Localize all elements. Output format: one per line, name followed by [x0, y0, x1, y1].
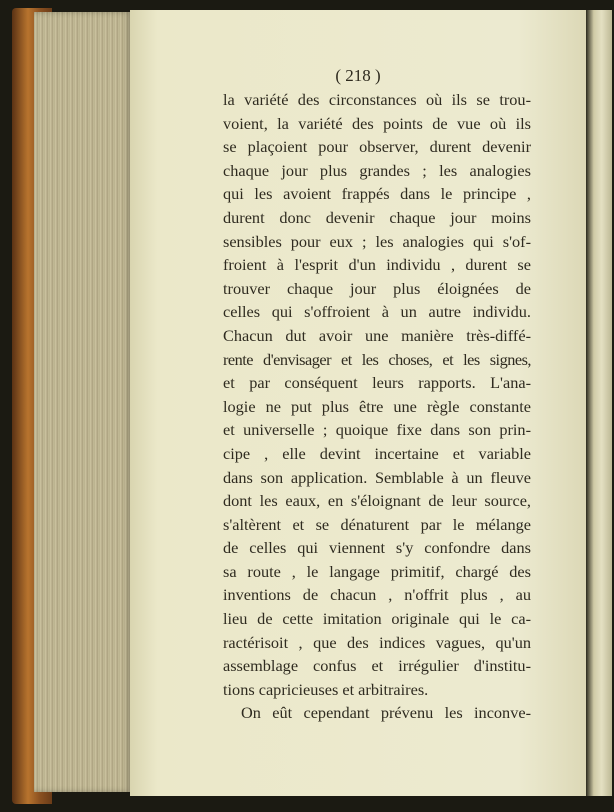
- text-line: de celles qui viennent s'y confondre dans: [223, 538, 531, 558]
- right-page-edge: [586, 10, 612, 796]
- text-line: voient, la variété des points de vue où ils: [223, 113, 531, 133]
- text-line: logie ne put plus être une règle constante: [223, 396, 531, 416]
- text-line: la variété des circonstances où ils se trou-: [223, 90, 531, 109]
- text-line: et universelle ; quoique fixe dans son prin-: [223, 420, 531, 440]
- text-line: assemblage confus et irrégulier d'institu-: [223, 656, 531, 676]
- text-line: et par conséquent leurs rapports. L'ana-: [223, 373, 531, 393]
- text-line: qui les avoient frappés dans le principe ,: [223, 184, 531, 204]
- text-line: durent donc devenir chaque jour moins: [223, 207, 531, 227]
- text-line: ractérisoit , que des indices vagues, qu'un: [223, 632, 531, 652]
- page-number: ( 218 ): [335, 66, 381, 85]
- text-line: lieu de cette imitation originale qui le ca-: [223, 609, 531, 629]
- text-line: Chacun dut avoir une manière très-diffé-: [223, 325, 531, 345]
- text-line: s'altèrent et se dénaturent par le mélange: [223, 514, 531, 534]
- text-line: froient à l'esprit d'un individu , durent se: [223, 255, 531, 275]
- text-line: cipe , elle devint incertaine et variable: [223, 443, 531, 463]
- page-stack-edge: [34, 12, 132, 792]
- text-line: On eût cependant prévenu les inconve-: [241, 703, 531, 723]
- text-line: sensibles pour eux ; les analogies qui s'of-: [223, 231, 531, 251]
- text-line: dans son application. Semblable à un fleuve: [223, 467, 531, 487]
- text-line: dont les eaux, en s'éloignant de leur source,: [223, 491, 531, 511]
- text-line: celles qui s'offroient à un autre individu.: [223, 302, 531, 322]
- text-line: sa route , le langage primitif, chargé des: [223, 561, 531, 581]
- text-line: se plaçoient pour observer, durent devenir: [223, 137, 531, 157]
- text-line: trouver chaque jour plus éloignées de: [223, 278, 531, 298]
- body-text: [223, 88, 531, 725]
- text-line: rente d'envisager et les choses, et les signes,: [223, 349, 531, 369]
- text-line: inventions de chacun , n'offrit plus , au: [223, 585, 531, 605]
- text-line: chaque jour plus grandes ; les analogies: [223, 160, 531, 180]
- text-line: tions capricieuses et arbitraires.: [223, 679, 429, 699]
